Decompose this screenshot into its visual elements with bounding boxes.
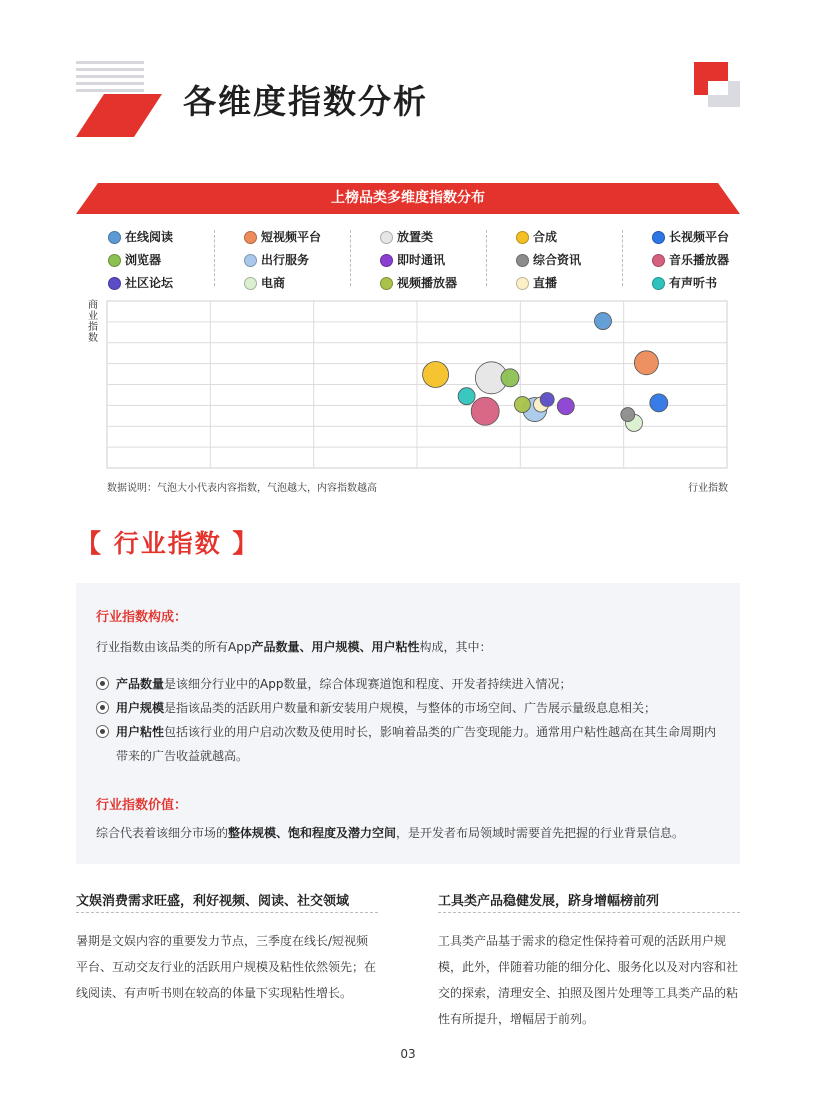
bubble-即时通讯 [557,398,574,415]
column-right-divider [438,912,740,913]
legend-label: 直播 [533,276,558,290]
legend-swatch [108,231,121,244]
legend-label: 浏览器 [125,253,162,267]
legend-label: 有声听书 [669,276,718,290]
legend-swatch [652,254,665,267]
legend-swatch [108,254,121,267]
x-axis-label: 行业指数 [688,483,728,494]
bubble-合成 [423,361,449,387]
column-right-heading: 工具类产品稳健发展，跻身增幅榜前列 [438,894,660,909]
legend-label: 音乐播放器 [669,253,730,267]
page-title: 各维度指数分析 [183,82,428,121]
bullet-icon [96,701,109,714]
bullet-product-count: 产品数量是该细分行业中的App数量，综合体现赛道饱和程度、开发者持续进入情况； [116,677,572,691]
legend-swatch [244,254,257,267]
bubble-短视频平台 [634,351,658,375]
section-title: 【 行业指数 】 [76,529,260,558]
composition-heading: 行业指数构成： [96,610,188,625]
legend-swatch [108,277,121,290]
bullet-user-stickiness-cont: 带来的广告收益就越高。 [116,749,249,763]
scatter-chart [106,300,728,470]
legend-swatch [244,277,257,290]
legend-swatch [516,231,529,244]
column-right-text: 工具类产品基于需求的稳定性保持着可观的活跃用户规 模，此外，伴随着功能的细分化、服务化以及对内容和社 交的探索，清理安全、拍照及图片处理等工具类产品的粘 性有所提升，增幅居于前列。 [438,934,739,1026]
legend-label: 视频播放器 [397,276,458,290]
y-axis-label: 商业指数 [88,300,98,344]
legend-label: 短视频平台 [261,230,322,244]
value-text: 综合代表着该细分市场的整体规模、饱和程度及潜力空间，是开发者布局领域时需要首先把握的行业背景信息。 [96,826,685,840]
chart-note: 数据说明：气泡大小代表内容指数，气泡越大，内容指数越高 [107,483,377,494]
legend-label: 长视频平台 [669,230,730,244]
legend-swatch [380,231,393,244]
legend-label: 放置类 [397,230,434,244]
column-left-heading: 文娱消费需求旺盛，利好视频、阅读、社交领域 [76,894,350,909]
legend-swatch [652,277,665,290]
bubble-在线阅读 [595,313,612,330]
header-stripes-decoration [70,58,170,140]
legend-swatch [516,254,529,267]
legend-swatch [380,254,393,267]
value-heading: 行业指数价值： [96,798,188,813]
legend-label: 在线阅读 [125,230,174,244]
corner-logo-decoration [694,62,742,108]
bubble-视频播放器 [514,397,530,413]
industry-index-infobox [76,583,740,864]
legend-swatch [244,231,257,244]
legend-swatch [380,277,393,290]
legend-swatch [516,277,529,290]
legend-label: 电商 [261,276,286,290]
bubble-有声听书 [458,388,475,405]
legend-swatch [652,231,665,244]
chart-title: 上榜品类多维度指数分布 [331,190,485,206]
bubble-音乐播放器 [471,397,499,425]
bullet-user-stickiness: 用户粘性包括该行业的用户启动次数及使用时长，影响着品类的广告变现能力。通常用户粘性越高在其生命周期内 [116,725,717,739]
bullet-icon [96,677,109,690]
legend-label: 合成 [533,230,558,244]
bullet-icon [96,725,109,738]
bubble-综合资讯 [621,408,635,422]
bubble-社区论坛 [540,393,554,407]
legend-label: 综合资讯 [533,253,582,267]
legend-label: 即时通讯 [397,253,446,267]
composition-intro: 行业指数由该品类的所有App产品数量、用户规模、用户粘性构成，其中： [96,640,492,654]
bubble-长视频平台 [650,394,668,412]
legend-label: 出行服务 [261,253,310,267]
column-left-divider [76,912,378,913]
page-number: 03 [400,1047,416,1061]
legend-label: 社区论坛 [125,276,174,290]
bubble-浏览器 [501,369,519,387]
column-left-text: 暑期是文娱内容的重要发力节点，三季度在线长/短视频 平台、互动交友行业的活跃用户规模及粘性依然领先；在 线阅读、有声听书则在较高的体量下实现粘性增长。 [76,934,377,1000]
bullet-user-scale: 用户规模是指该品类的活跃用户数量和新安装用户规模，与整体的市场空间、广告展示量级息息相关； [116,701,657,715]
